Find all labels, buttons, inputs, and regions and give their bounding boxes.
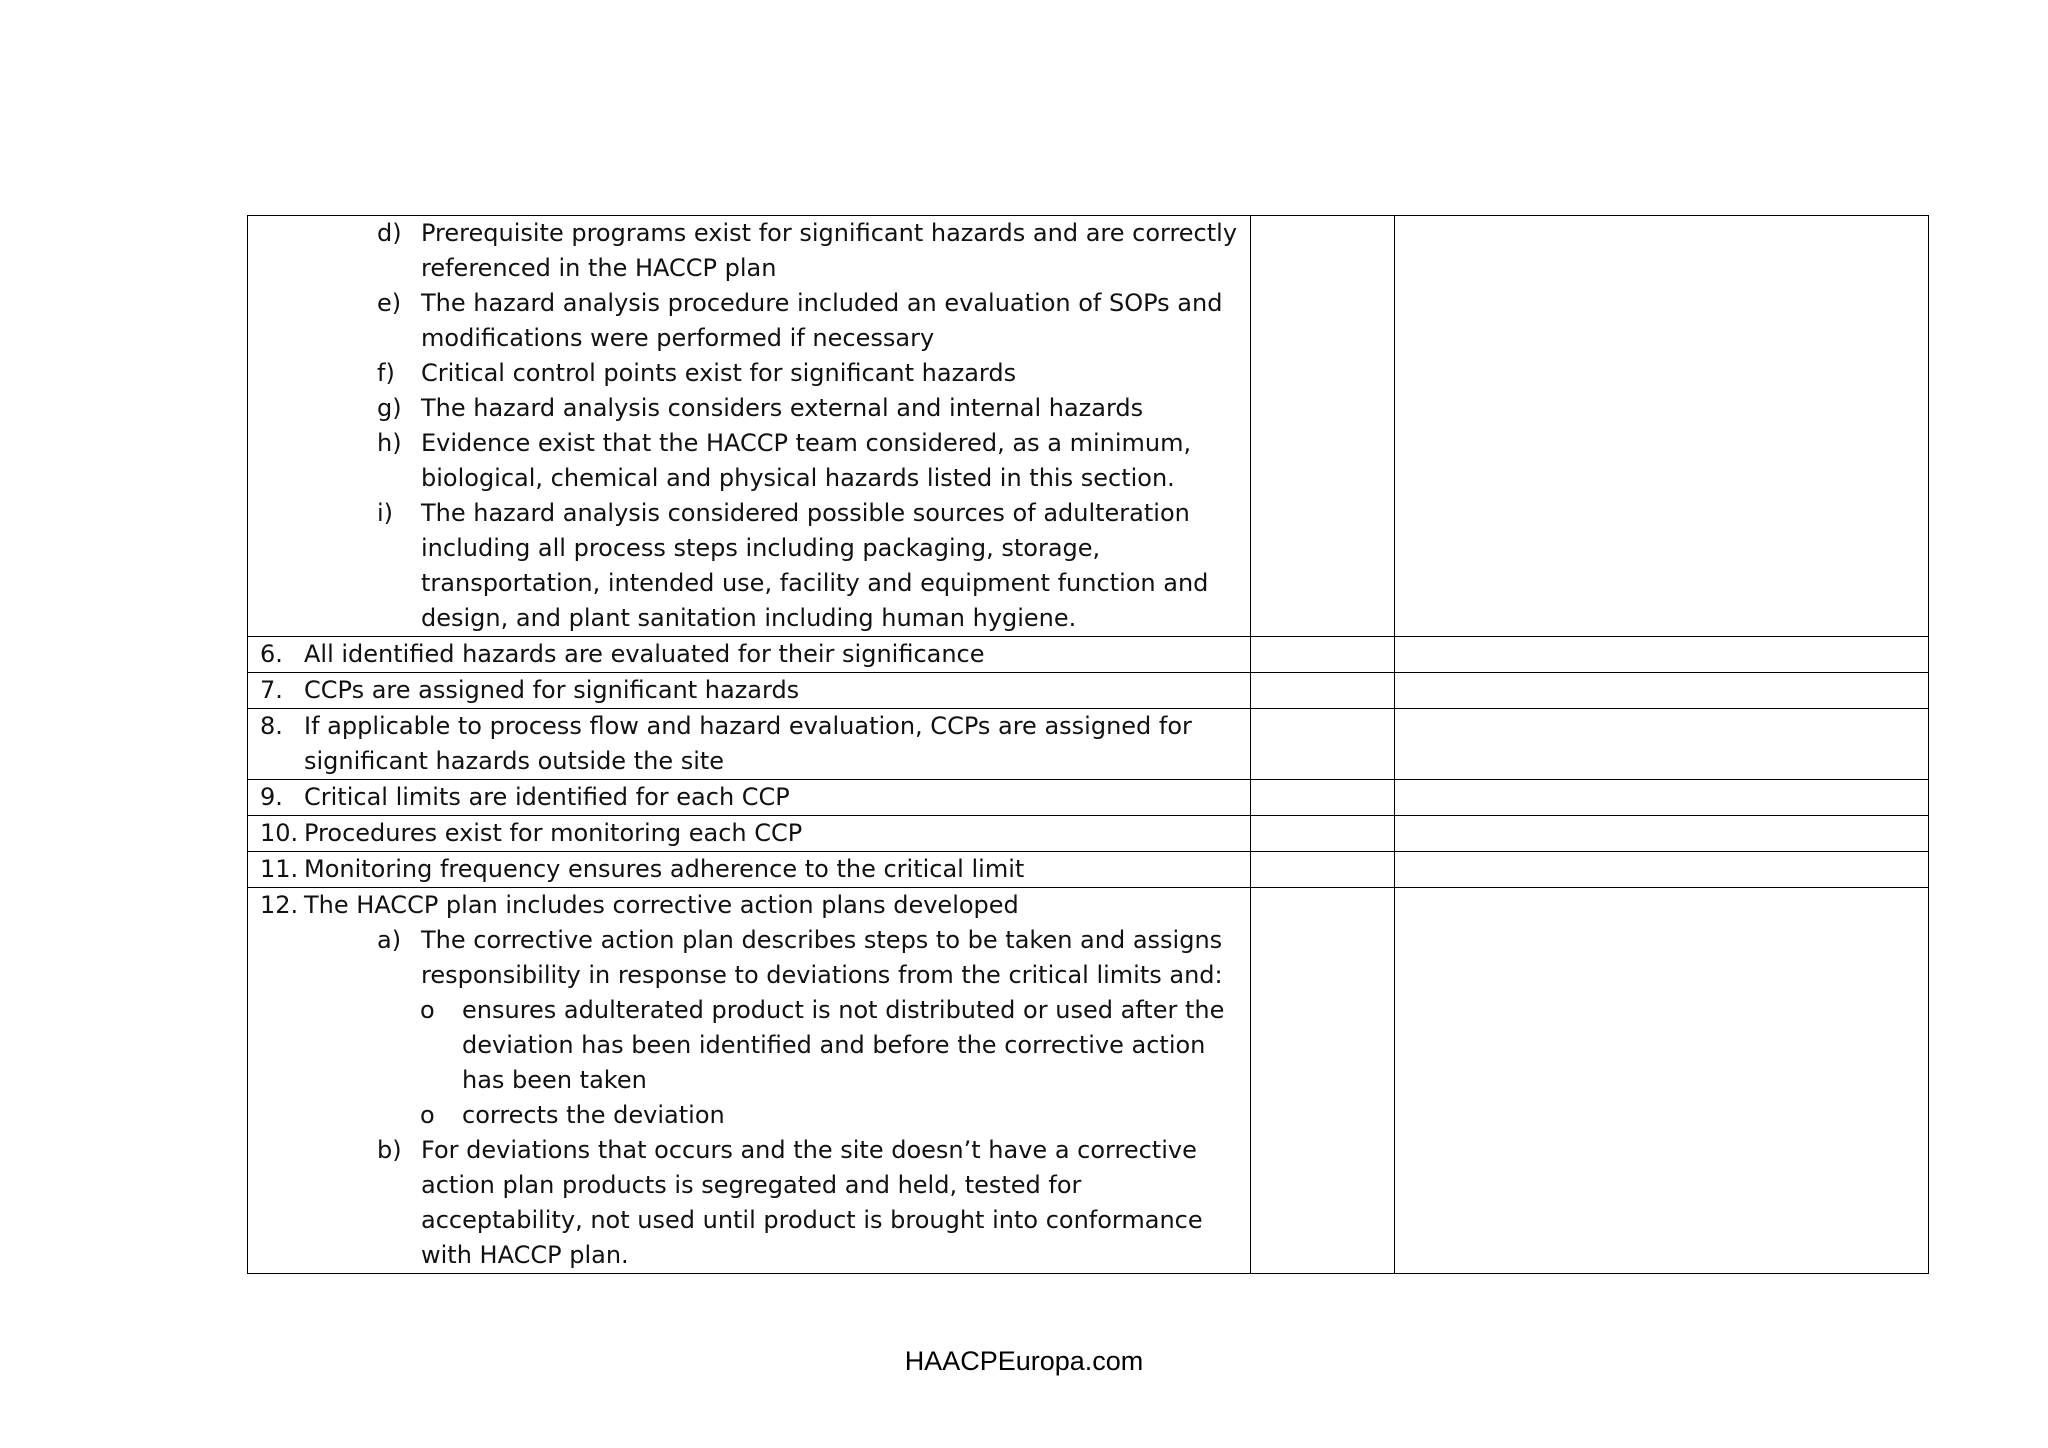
sub-item-text: Evidence exist that the HACCP team considered, as a minimum, biological, chemical and physical hazards listed in this section. — [421, 429, 1192, 492]
table-row — [248, 852, 1929, 888]
sub-item-text: The hazard analysis procedure included an evaluation of SOPs and modifications were performed if necessary — [421, 289, 1223, 352]
item-number: 6. — [260, 640, 283, 668]
status-cell — [1251, 709, 1395, 780]
sub-item — [260, 1133, 1240, 1273]
notes-cell — [1395, 888, 1929, 1274]
criteria-cell — [248, 780, 1251, 816]
sub-item-label: i) — [377, 499, 394, 527]
table-row — [248, 709, 1929, 780]
sub-item-label: e) — [377, 289, 402, 317]
notes-cell — [1395, 709, 1929, 780]
sub-item-label: h) — [377, 429, 402, 457]
table-row — [248, 780, 1929, 816]
sub-item-label: g) — [377, 394, 402, 422]
item-number: 10. — [260, 819, 299, 847]
item-text: Procedures exist for monitoring each CCP — [304, 819, 803, 847]
page-footer: HAACPEuropa.com — [904, 1346, 1144, 1376]
bullet-item — [260, 993, 1240, 1098]
table-row — [248, 888, 1929, 1274]
status-cell — [1251, 216, 1395, 637]
bullet-marker: o — [420, 996, 435, 1024]
item-text: The HACCP plan includes corrective action plans developed — [304, 891, 1019, 919]
haccp-checklist-table — [247, 215, 1929, 1274]
table-row — [248, 637, 1929, 673]
sub-item-text: Prerequisite programs exist for significant hazards and are correctly referenced in the HACCP plan — [421, 219, 1238, 282]
sub-item-label: f) — [377, 359, 395, 387]
bullet-text: corrects the deviation — [462, 1101, 725, 1129]
sub-item — [260, 286, 1240, 356]
sub-item-text: The hazard analysis considers external and internal hazards — [421, 394, 1144, 422]
bullet-item — [260, 1098, 1240, 1133]
sub-item-text: Critical control points exist for significant hazards — [421, 359, 1017, 387]
criteria-cell — [248, 888, 1251, 1274]
item-number: 8. — [260, 712, 283, 740]
status-cell — [1251, 637, 1395, 673]
item-number: 7. — [260, 676, 283, 704]
notes-cell — [1395, 216, 1929, 637]
criteria-cell — [248, 852, 1251, 888]
item-text: If applicable to process flow and hazard evaluation, CCPs are assigned for significant hazards outside the site — [304, 712, 1192, 775]
sub-item-text: The hazard analysis considered possible sources of adulteration including all process steps including packaging, storage, transportation, intended use, facility and equipment function and design, and plant sanitation including human hygiene. — [421, 499, 1209, 632]
sub-item — [260, 356, 1240, 391]
bullet-marker: o — [420, 1101, 435, 1129]
sub-item — [260, 496, 1240, 636]
sub-item — [260, 426, 1240, 496]
notes-cell — [1395, 852, 1929, 888]
table-row — [248, 673, 1929, 709]
criteria-cell — [248, 709, 1251, 780]
table-row — [248, 216, 1929, 637]
item-text: Critical limits are identified for each CCP — [304, 783, 790, 811]
item-text: CCPs are assigned for significant hazards — [304, 676, 800, 704]
criteria-cell — [248, 673, 1251, 709]
sub-item-label: d) — [377, 219, 402, 247]
item-number: 12. — [260, 891, 299, 919]
notes-cell — [1395, 816, 1929, 852]
sub-item-label: b) — [377, 1136, 402, 1164]
criteria-cell — [248, 637, 1251, 673]
table-row — [248, 816, 1929, 852]
sub-item-text: The corrective action plan describes steps to be taken and assigns responsibility in response to deviations from the critical limits and: — [421, 926, 1223, 989]
status-cell — [1251, 673, 1395, 709]
notes-cell — [1395, 780, 1929, 816]
sub-item — [260, 923, 1240, 993]
criteria-cell — [248, 816, 1251, 852]
notes-cell — [1395, 673, 1929, 709]
item-number: 9. — [260, 783, 283, 811]
item-number: 11. — [260, 855, 299, 883]
bullet-text: ensures adulterated product is not distributed or used after the deviation has been identified and before the corrective action has been taken — [462, 996, 1225, 1094]
sub-item — [260, 216, 1240, 286]
sub-item — [260, 391, 1240, 426]
criteria-cell — [248, 216, 1251, 637]
notes-cell — [1395, 637, 1929, 673]
sub-item-text: For deviations that occurs and the site doesn’t have a corrective action plan products is segregated and held, tested for acceptability, not used until product is brought into conformance with HACCP plan. — [421, 1136, 1203, 1269]
sub-item-label: a) — [377, 926, 402, 954]
status-cell — [1251, 852, 1395, 888]
status-cell — [1251, 888, 1395, 1274]
status-cell — [1251, 780, 1395, 816]
item-text: Monitoring frequency ensures adherence to the critical limit — [304, 855, 1025, 883]
status-cell — [1251, 816, 1395, 852]
item-text: All identified hazards are evaluated for their significance — [304, 640, 985, 668]
